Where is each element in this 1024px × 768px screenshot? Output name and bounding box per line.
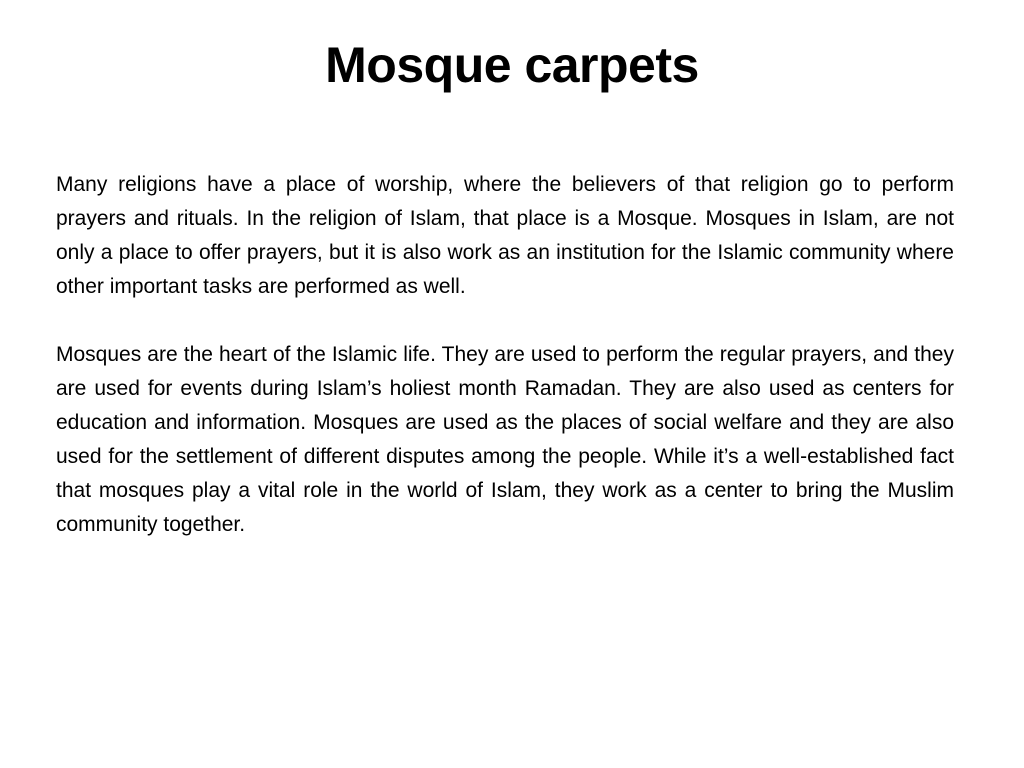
paragraph-roles: Mosques are the heart of the Islamic life. They are used to perform the regular prayers, and they are used for events during Islam’s holiest month Ramadan. They are also used as centers for education and information. Mosques are used as the places of social welfare and they are also used for the settlement of different disputes among the people. While it’s a well-established fact that mosques play a vital role in the world of Islam, they work as a center to bring the Muslim community together.: [56, 343, 954, 536]
paragraph-intro: Many religions have a place of worship, where the believers of that religion go to perform prayers and rituals. In the religion of Islam, that place is a Mosque. Mosques in Islam, are not only a place to offer prayers, but it is also work as an institution for the Islamic community where other important tasks are performed as well.: [56, 173, 954, 298]
slide-body: [56, 168, 954, 576]
slide-title: Mosque carpets: [325, 37, 699, 93]
